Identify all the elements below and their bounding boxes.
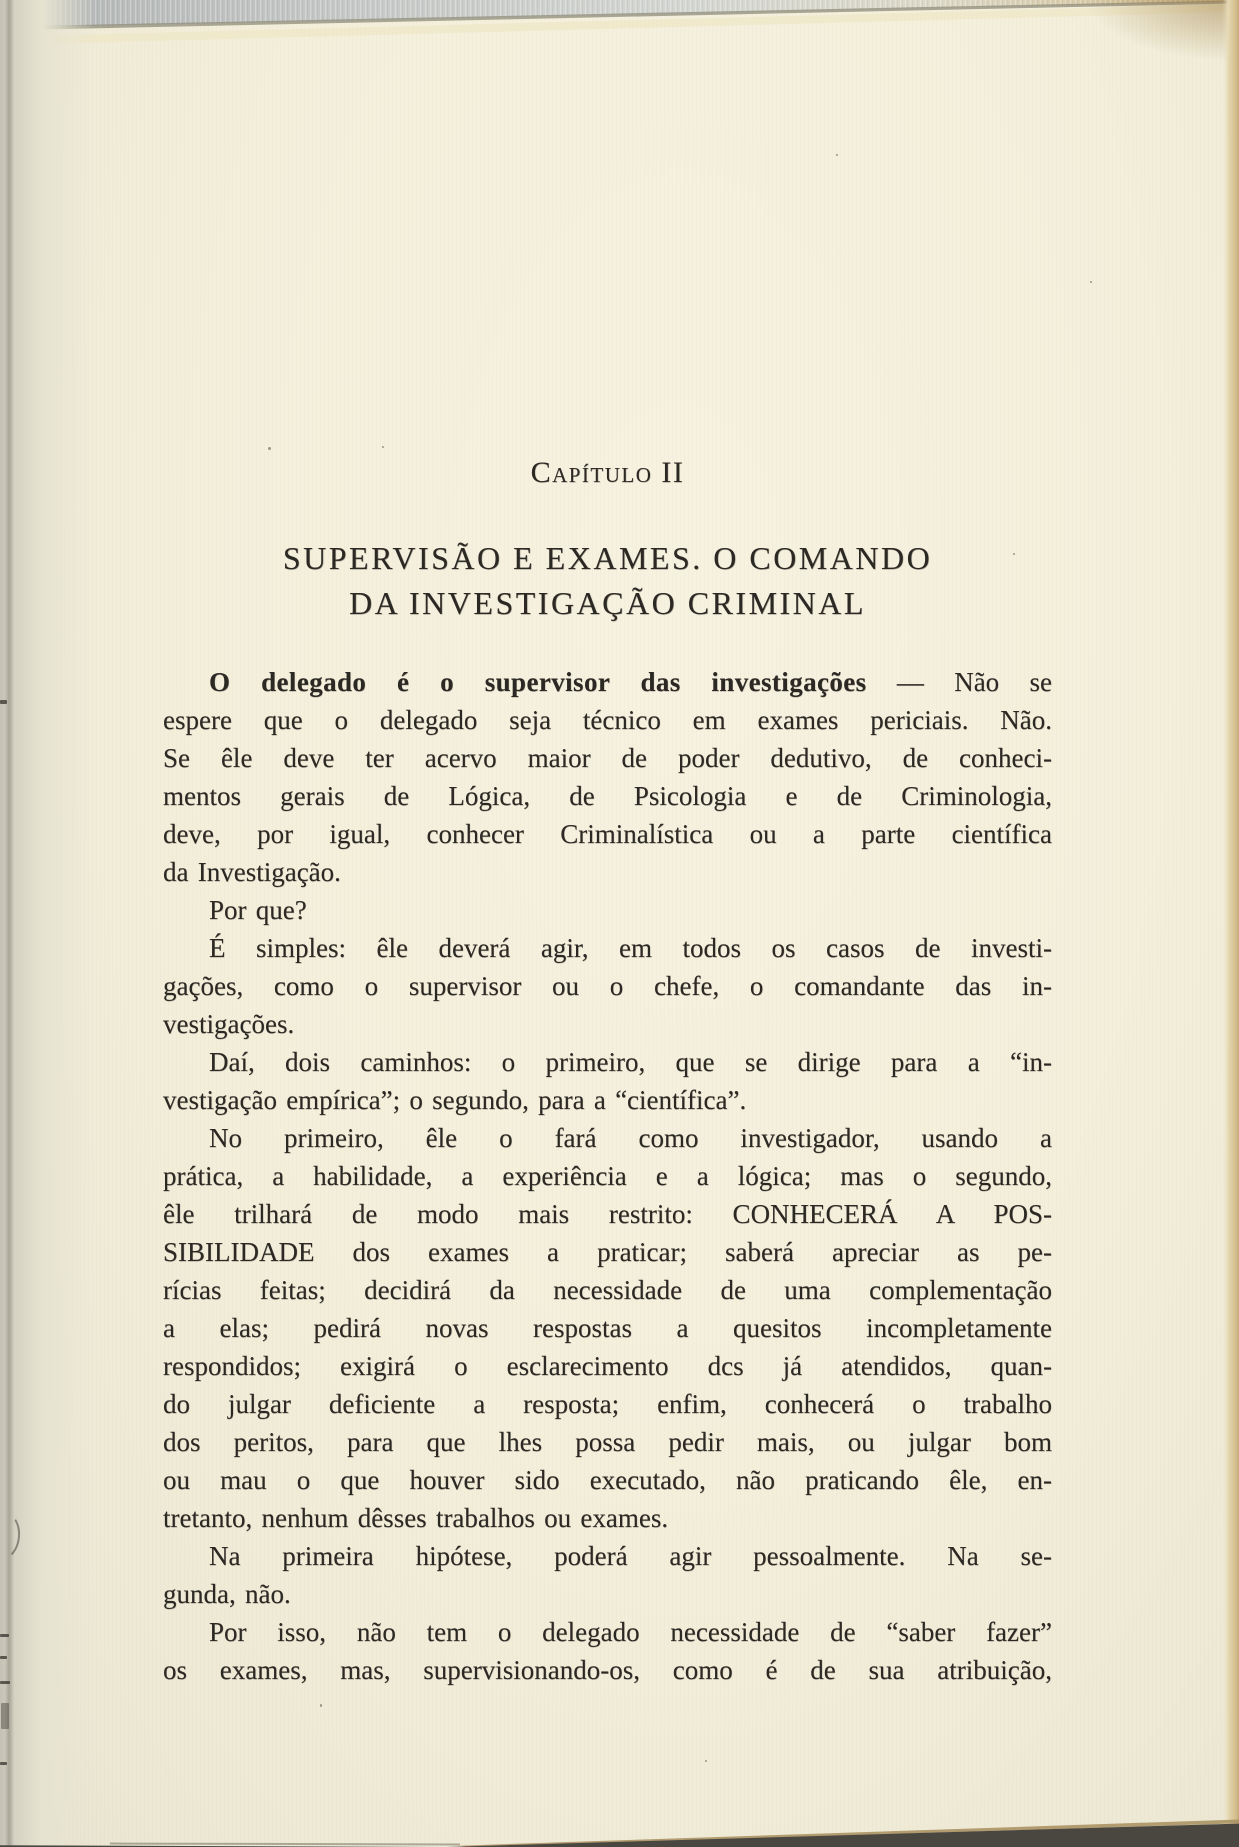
binding-shadow-left bbox=[0, 0, 95, 1847]
text-line-segment: Se êle deve ter acervo maior de poder dedutivo, de conheci- bbox=[163, 743, 1052, 773]
text-line bbox=[163, 1309, 1052, 1347]
text-line-segment: rícias feitas; decidirá da necessidade de uma complementação bbox=[163, 1275, 1052, 1305]
text-line-segment: os exames, mas, supervisionando-os, como é de sua atribuição, bbox=[163, 1655, 1052, 1685]
binding-groove-left bbox=[5, 0, 14, 1847]
text-line-segment: dos peritos, para que lhes possa pedir mais, ou julgar bom bbox=[163, 1427, 1052, 1457]
text-line-segment: a elas; pedirá novas respostas a quesitos incompletamente bbox=[163, 1313, 1052, 1343]
text-line-segment: vestigações. bbox=[163, 1009, 295, 1039]
text-line bbox=[163, 853, 1052, 891]
edge-mark bbox=[0, 1681, 10, 1684]
text-line bbox=[163, 1195, 1052, 1233]
lead-in-bold: O delegado é o supervisor das investigações bbox=[209, 667, 867, 697]
text-line bbox=[163, 1119, 1052, 1157]
text-line bbox=[163, 1271, 1052, 1309]
text-line bbox=[163, 1537, 1052, 1575]
text-line-segment: Daí, dois caminhos: o primeiro, que se dirige para a “in- bbox=[209, 1047, 1052, 1077]
text-line bbox=[163, 1233, 1052, 1271]
edge-mark bbox=[0, 1762, 7, 1765]
section-title-line2: DA INVESTIGAÇÃO CRIMINAL bbox=[349, 585, 866, 621]
section-title-line1: SUPERVISÃO E EXAMES. O COMANDO bbox=[282, 540, 933, 576]
text-line-segment: — Não se bbox=[866, 667, 1052, 697]
edge-mark bbox=[0, 1656, 7, 1659]
page-stack-edge-right bbox=[1222, 0, 1239, 1847]
text-line bbox=[163, 1423, 1052, 1461]
text-line-segment: ou mau o que houver sido executado, não praticando êle, en- bbox=[163, 1465, 1052, 1495]
text-line bbox=[163, 1157, 1052, 1195]
text-line-segment: êle trilhará de modo mais restrito: CONHECERÁ A POS- bbox=[163, 1199, 1052, 1229]
paper-speck bbox=[836, 154, 838, 156]
text-line-segment: Por que? bbox=[209, 895, 307, 925]
text-line bbox=[163, 1613, 1052, 1651]
text-line-segment: gações, como o supervisor ou o chefe, o comandante das in- bbox=[163, 971, 1052, 1001]
text-line bbox=[163, 929, 1052, 967]
text-line-segment: Na primeira hipótese, poderá agir pessoalmente. Na se- bbox=[209, 1541, 1052, 1571]
text-line bbox=[163, 1499, 1052, 1537]
text-line bbox=[163, 1461, 1052, 1499]
edge-mark bbox=[1, 1703, 9, 1729]
page-bottom-edge-line bbox=[110, 1843, 460, 1846]
text-line bbox=[163, 701, 1052, 739]
paper-speck bbox=[320, 1704, 322, 1707]
paper-speck bbox=[268, 447, 271, 450]
text-line-segment: deve, por igual, conhecer Criminalística ou a parte científica bbox=[163, 819, 1052, 849]
text-line bbox=[163, 891, 1052, 929]
text-line bbox=[163, 1043, 1052, 1081]
text-line bbox=[163, 1347, 1052, 1385]
text-line bbox=[163, 663, 1052, 701]
page-corner-shade bbox=[1089, 0, 1239, 60]
text-line bbox=[163, 1651, 1052, 1689]
edge-mark bbox=[0, 700, 7, 704]
text-line-segment: vestigação empírica”; o segundo, para a “científica”. bbox=[163, 1085, 747, 1115]
text-line-segment: respondidos; exigirá o esclarecimento dcs já atendidos, quan- bbox=[163, 1351, 1052, 1381]
paper-speck bbox=[705, 1760, 707, 1762]
edge-mark bbox=[0, 1634, 9, 1637]
text-line bbox=[163, 815, 1052, 853]
text-line bbox=[163, 1385, 1052, 1423]
text-line-segment: tretanto, nenhum dêsses trabalhos ou exames. bbox=[163, 1503, 669, 1533]
text-line bbox=[163, 967, 1052, 1005]
body-paragraphs bbox=[163, 663, 1052, 1689]
text-line-segment: espere que o delegado seja técnico em exames periciais. Não. bbox=[163, 705, 1052, 735]
text-line bbox=[163, 777, 1052, 815]
text-line-segment: gunda, não. bbox=[163, 1579, 291, 1609]
text-line bbox=[163, 1005, 1052, 1043]
text-line-segment: da Investigação. bbox=[163, 857, 341, 887]
text-line-segment: mentos gerais de Lógica, de Psicologia e de Criminologia, bbox=[163, 781, 1052, 811]
text-line bbox=[163, 1575, 1052, 1613]
chapter-heading: Capítulo II bbox=[530, 456, 685, 489]
text-line-segment: Por isso, não tem o delegado necessidade de “saber fazer” bbox=[209, 1617, 1052, 1647]
paper-speck bbox=[382, 446, 384, 448]
section-title bbox=[163, 536, 1052, 626]
text-line-segment: No primeiro, êle o fará como investigador, usando a bbox=[209, 1123, 1052, 1153]
text-line bbox=[163, 739, 1052, 777]
text-line-segment: É simples: êle deverá agir, em todos os casos de investi- bbox=[209, 933, 1052, 963]
text-line-segment: prática, a habilidade, a experiência e a lógica; mas o segundo, bbox=[163, 1161, 1052, 1191]
paper-speck bbox=[1090, 281, 1092, 283]
text-line bbox=[163, 1081, 1052, 1119]
text-line-segment: do julgar deficiente a resposta; enfim, conhecerá o trabalho bbox=[163, 1389, 1052, 1419]
text-line-segment: SIBILIDADE dos exames a praticar; saberá apreciar as pe- bbox=[163, 1237, 1052, 1267]
